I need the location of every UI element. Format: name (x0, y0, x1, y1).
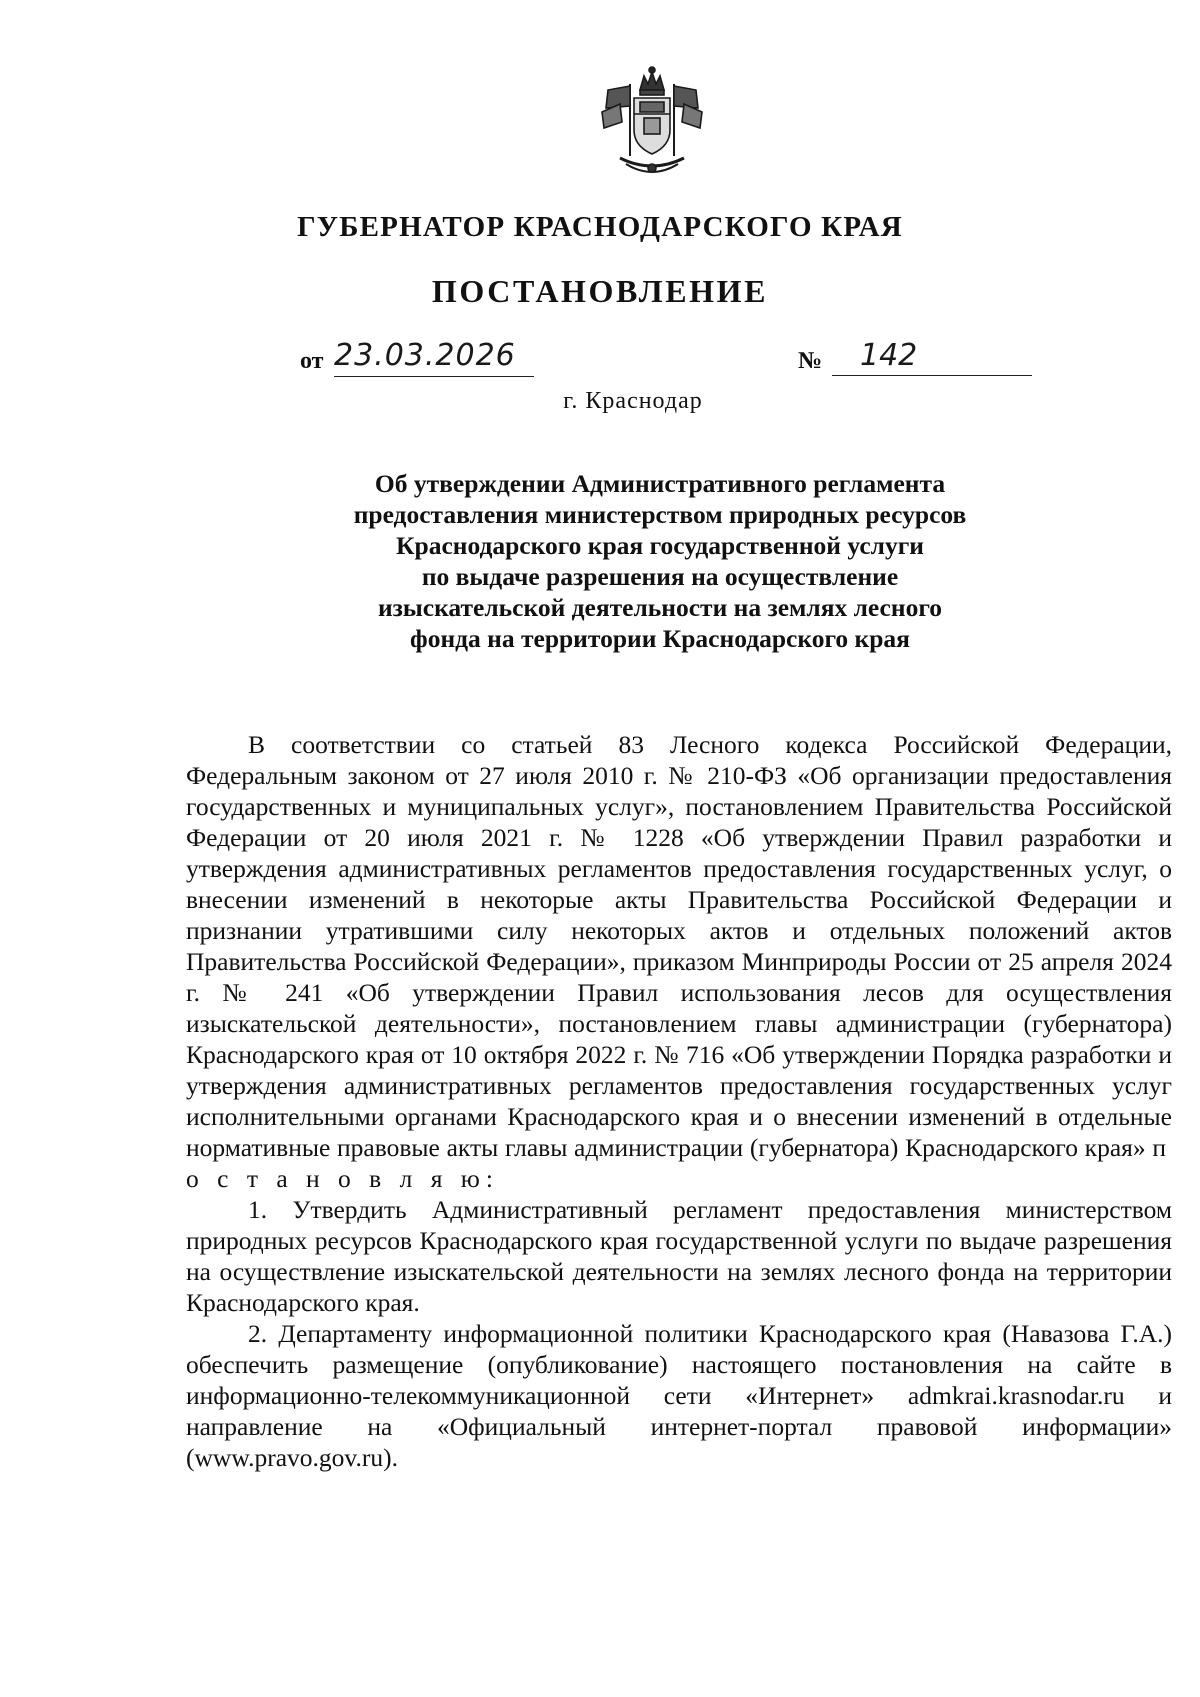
document-date: 23.03.2026 (334, 338, 534, 377)
decree-word: п о с т а н о в л я ю: (186, 1133, 1173, 1193)
document-type: ПОСТАНОВЛЕНИЕ (431, 273, 769, 309)
preamble-paragraph (186, 729, 1172, 1194)
subject-line: фонда на территории Краснодарского края (410, 624, 910, 653)
date-prefix: от (300, 348, 324, 374)
date-number-row (0, 338, 1200, 382)
subject-line: Краснодарского края государственной услуги (396, 531, 924, 560)
subject-line: по выдаче разрешения на осуществление (421, 562, 899, 591)
city: г. Краснодар (563, 388, 703, 414)
document-number: 142 (832, 338, 1032, 376)
coat-of-arms-icon (590, 64, 714, 182)
document-body (186, 729, 1172, 1473)
issuing-authority: ГУБЕРНАТОР КРАСНОДАРСКОГО КРАЯ (297, 211, 903, 243)
item-1-paragraph: 1. Утвердить Административный регламент предоставления министерством природных ресурсов Краснодарского края государственной услуги по выдаче разрешения на осуществление изыскательской деятельности на землях лесного фонда на территории Краснодарского края. (186, 1195, 1172, 1317)
subject-line: изыскательской деятельности на землях лесного (377, 593, 943, 622)
subject-line: Об утверждении Административного регламента (374, 469, 946, 498)
preamble-text: В соответствии со статьей 83 Лесного кодекса Российской Федерации, Федеральным законом от 27 июля 2010 г. № 210-ФЗ «Об организации предоставления государственных и муниципальных услуг», постановлением Правительства Российской Федерации от 20 июля 2021 г. № 1228 «Об утверждении Правил разработки и утверждения административных регламентов предоставления государственных услуг, о внесении изменений в некоторые акты Правительства Российской Федерации и признании утратившими силу некоторых актов и отдельных положений актов Правительства Российской Федерации», приказом Минприроды России от 25 апреля 2024 г. № 241 «Об утверждении Правил использования лесов для осуществления изыскательской деятельности», постановлением главы администрации (губернатора) Краснодарского края от 10 октября 2022 г. № 716 «Об утверждении Порядка разработки и утверждения административных регламентов предоставления государственных услуг исполнительными органами Краснодарского края и о внесении изменений в отдельные нормативные правовые акты главы администрации (губернатора) Краснодарского края» (186, 730, 1172, 1162)
item-2-paragraph: 2. Департаменту информационной политики Краснодарского края (Навазова Г.А.) обеспечить размещение (опубликование) настоящего постановления на сайте в информационно-телекоммуникационной сети «Интернет» admkrai.krasnodar.ru и направление на «Официальный интернет-портал правовой информации» (www.pravo.gov.ru). (186, 1319, 1172, 1472)
subject-line: предоставления министерством природных ресурсов (353, 500, 967, 529)
number-prefix: № (798, 348, 823, 374)
document-subject (300, 468, 1020, 654)
